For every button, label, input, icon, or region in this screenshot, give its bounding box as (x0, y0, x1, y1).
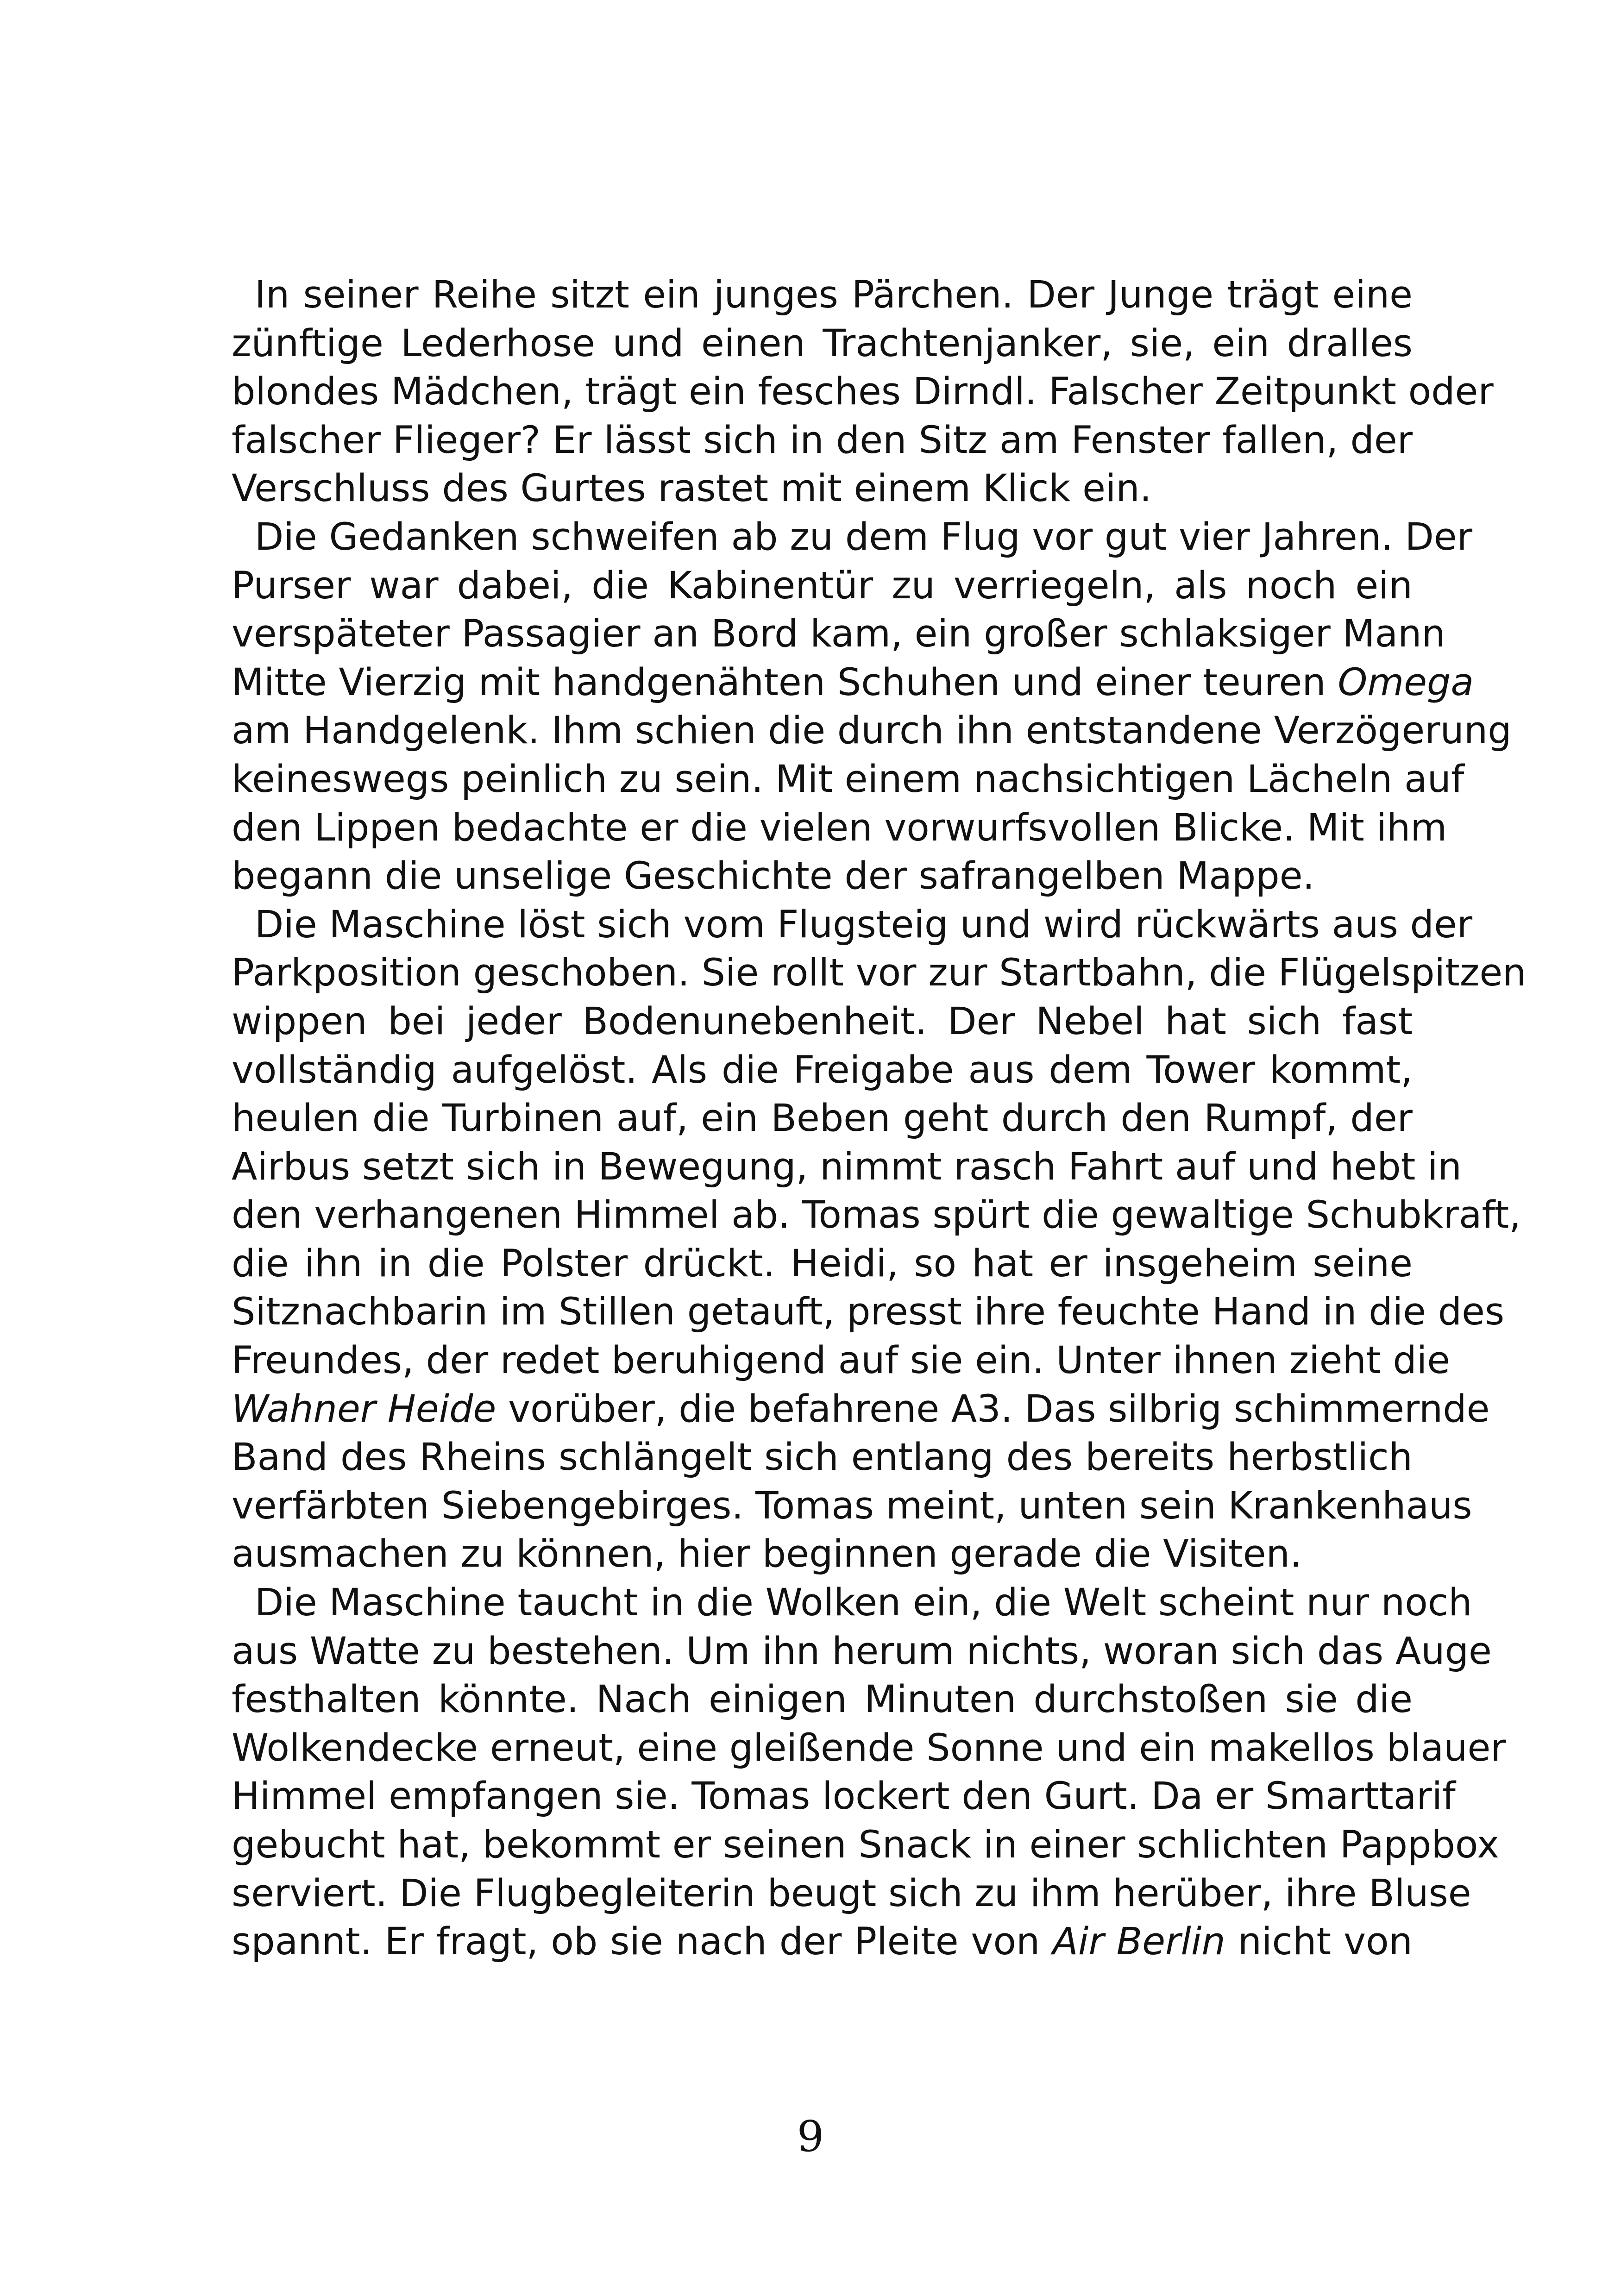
text-line (208, 1869, 1471, 1918)
page-number: 9 (797, 2112, 824, 2161)
text-line (208, 1821, 1499, 1869)
text-run: Die Gedanken schweifen ab zu dem Flug vor gut vier Jahren. Der (255, 515, 1473, 559)
text-line (208, 1046, 1413, 1095)
text-run: In seiner Reihe sitzt ein junges Pärchen. Der Junge trägt eine (255, 273, 1413, 317)
text-line (208, 1579, 1472, 1627)
text-run: Airbus setzt sich in Bewegung, nimmt rasch Fahrt auf und hebt in (232, 1145, 1462, 1189)
text-line (208, 320, 1413, 368)
text-line (208, 464, 1413, 513)
text-run: Verschluss des Gurtes rastet mit einem Klick ein. (232, 467, 1152, 511)
text-line (208, 1627, 1492, 1676)
text-run: verspäteter Passagier an Bord kam, ein großer schlaksiger Mann (232, 612, 1445, 656)
text-line (208, 416, 1413, 465)
text-line (208, 1336, 1451, 1385)
text-run: zünftige Lederhose und einen Trachtenjanker, sie, ein dralles (232, 321, 1413, 365)
text-run: ausmachen zu können, hier beginnen gerade die Visiten. (232, 1532, 1302, 1576)
text-run: Purser war dabei, die Kabinentür zu verriegeln, als noch ein (232, 564, 1413, 608)
text-line (208, 513, 1473, 562)
text-run: spannt. Er fragt, ob sie nach der Pleite von (232, 1920, 1053, 1964)
text-run: heulen die Turbinen auf, ein Beben geht durch den Rumpf, der (232, 1097, 1413, 1141)
text-line (208, 1240, 1413, 1288)
text-line (208, 1433, 1413, 1482)
body-text (208, 271, 1527, 1966)
text-line (208, 368, 1494, 416)
text-line (208, 1675, 1413, 1724)
text-run: Wolkendecke erneut, eine gleißende Sonne und ein makellos blauer (232, 1726, 1506, 1770)
text-run: falscher Flieger? Er lässt sich in den Sitz am Fenster fallen, der (232, 418, 1413, 462)
text-run: Freundes, der redet beruhigend auf sie ein. Unter ihnen zieht die (232, 1339, 1451, 1383)
text-run: Himmel empfangen sie. Tomas lockert den Gurt. Da er Smarttarif (232, 1775, 1456, 1819)
paragraph (208, 901, 1527, 1579)
text-line (208, 1288, 1505, 1336)
text-line (208, 1724, 1506, 1773)
emphasized-text: Air Berlin (1052, 1920, 1225, 1964)
text-run: Die Maschine taucht in die Wolken ein, die Welt scheint nur noch (255, 1581, 1472, 1625)
text-run: am Handgelenk. Ihm schien die durch ihn entstandene Verzögerung (232, 709, 1512, 753)
paragraph (208, 1579, 1506, 1966)
text-run: Mitte Vierzig mit handgenähten Schuhen und einer teuren (232, 660, 1338, 704)
text-line (208, 562, 1413, 610)
text-run: Parkposition geschoben. Sie rollt vor zur Startbahn, die Flügelspitzen (232, 951, 1527, 995)
paragraph (208, 513, 1512, 901)
text-line (208, 997, 1413, 1046)
text-run: den Lippen bedachte er die vielen vorwurfsvollen Blicke. Mit ihm (232, 806, 1447, 850)
text-line (208, 1143, 1462, 1192)
text-run: vollständig aufgelöst. Als die Freigabe aus dem Tower kommt, (232, 1048, 1413, 1092)
paragraph (208, 271, 1494, 513)
text-line (208, 271, 1413, 320)
text-line (208, 1191, 1521, 1240)
text-line (208, 755, 1464, 804)
text-line (208, 1385, 1490, 1434)
text-run: serviert. Die Flugbegleiterin beugt sich zu ihm herüber, ihre Bluse (232, 1871, 1471, 1915)
text-line (208, 1918, 1413, 1966)
text-run: Sitznachbarin im Stillen getauft, presst ihre feuchte Hand in die des (232, 1290, 1505, 1334)
emphasized-text: Wahner Heide (232, 1387, 496, 1431)
text-run: blondes Mädchen, trägt ein fesches Dirndl. Falscher Zeitpunkt oder (232, 370, 1494, 414)
text-run: die ihn in die Polster drückt. Heidi, so hat er insgeheim seine (232, 1242, 1413, 1286)
text-run: wippen bei jeder Bodenunebenheit. Der Nebel hat sich fast (232, 999, 1413, 1043)
text-run: Band des Rheins schlängelt sich entlang des bereits herbstlich (232, 1436, 1413, 1480)
text-line (208, 1772, 1456, 1821)
text-line (208, 901, 1473, 949)
text-run: keineswegs peinlich zu sein. Mit einem nachsichtigen Lächeln auf (232, 757, 1464, 801)
emphasized-text: Omega (1338, 660, 1474, 704)
text-line (208, 1094, 1413, 1143)
text-run: festhalten könnte. Nach einigen Minuten durchstoßen sie die (232, 1678, 1413, 1722)
text-run: nicht von (1225, 1920, 1413, 1964)
text-line (208, 1530, 1413, 1579)
text-line (208, 1482, 1472, 1531)
text-run: begann die unselige Geschichte der safrangelben Mappe. (232, 854, 1315, 898)
text-line (208, 804, 1447, 853)
text-line (208, 610, 1445, 659)
text-line (208, 852, 1413, 901)
text-run: den verhangenen Himmel ab. Tomas spürt die gewaltige Schubkraft, (232, 1193, 1521, 1237)
text-line (208, 659, 1474, 707)
text-line (208, 707, 1512, 755)
text-run: gebucht hat, bekommt er seinen Snack in einer schlichten Pappbox (232, 1823, 1499, 1867)
text-run: vorüber, die befahrene A3. Das silbrig schimmernde (496, 1387, 1490, 1431)
text-run: aus Watte zu bestehen. Um ihn herum nichts, woran sich das Auge (232, 1629, 1492, 1673)
text-run: Die Maschine löst sich vom Flugsteig und wird rückwärts aus der (255, 903, 1473, 947)
text-run: verfärbten Siebengebirges. Tomas meint, unten sein Krankenhaus (232, 1484, 1472, 1528)
text-line (208, 949, 1527, 997)
